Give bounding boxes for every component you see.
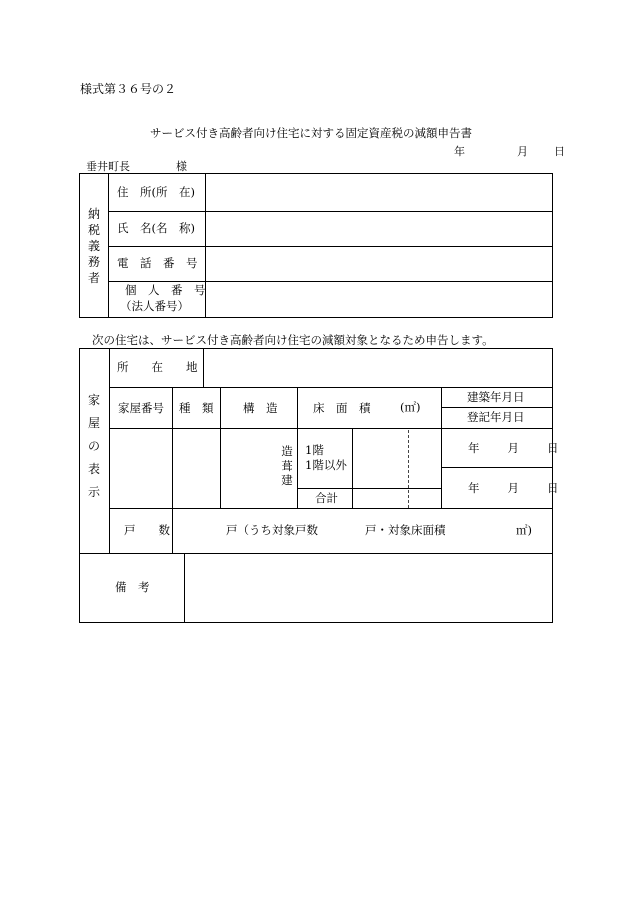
individual-number-label: 個 人 番 号 [125, 283, 206, 297]
date-month: 月 [517, 145, 528, 158]
location-field[interactable] [204, 349, 552, 387]
kind-field[interactable] [173, 429, 220, 508]
name-label: 氏 名(名 称) [117, 221, 195, 235]
corporate-number-label: （法人番号） [120, 299, 189, 313]
taxpayer-section-label: 納 税 義 務 者 [87, 207, 100, 285]
floor-first-label: 1階 [305, 443, 324, 457]
house-number-label: 家屋番号 [118, 401, 164, 415]
total-label: 合計 [315, 491, 338, 505]
addressee-name: 垂井町長 [86, 160, 130, 173]
phone-label: 電 話 番 号 [117, 256, 198, 270]
units-text: 戸（うち対象戸数 [226, 523, 318, 537]
floor-area-field[interactable] [353, 429, 441, 488]
form-number: 様式第３６号の２ [80, 82, 177, 96]
total-area-field[interactable] [353, 489, 441, 508]
remarks-field[interactable] [185, 554, 552, 622]
date-year: 年 [454, 145, 465, 158]
units-label: 戸 数 [124, 523, 170, 537]
date-day: 日 [554, 145, 565, 158]
remarks-label: 備 考 [115, 580, 150, 594]
addressee [86, 161, 187, 172]
address-field[interactable] [206, 174, 552, 211]
floor-other-label: 1階以外 [305, 458, 347, 472]
floor-area-unit: (㎡) [400, 400, 421, 414]
addressee-honorific: 様 [176, 160, 187, 173]
house-section-label: 家 屋 の 表 示 [87, 393, 100, 499]
target-area-unit: ㎡) [516, 523, 532, 537]
target-area-text: 戸・対象床面積 [365, 523, 446, 537]
kind-label: 種 類 [179, 401, 214, 415]
structure-label: 構 造 [243, 401, 278, 415]
submission-date [454, 146, 565, 157]
intro-text: 次の住宅は、サービス付き高齢者向け住宅の減額対象となるため申告します。 [92, 333, 494, 347]
individual-number-field[interactable] [206, 282, 552, 317]
structure-note: 造 葺 建 [281, 444, 293, 487]
document-title: サービス付き高齢者向け住宅に対する固定資産税の減額申告書 [150, 126, 472, 140]
built-date-label: 建築年月日 [467, 390, 525, 404]
registered-date-field[interactable]: 年 月 日 [468, 481, 559, 495]
phone-field[interactable] [206, 247, 552, 281]
name-field[interactable] [206, 212, 552, 246]
location-label: 所 在 地 [117, 360, 198, 374]
floor-area-label: 床 面 積 [313, 401, 371, 415]
house-number-field[interactable] [110, 429, 172, 508]
address-label: 住 所(所 在) [117, 185, 195, 199]
built-date-field[interactable]: 年 月 日 [468, 441, 559, 455]
registered-date-label: 登記年月日 [467, 410, 525, 424]
